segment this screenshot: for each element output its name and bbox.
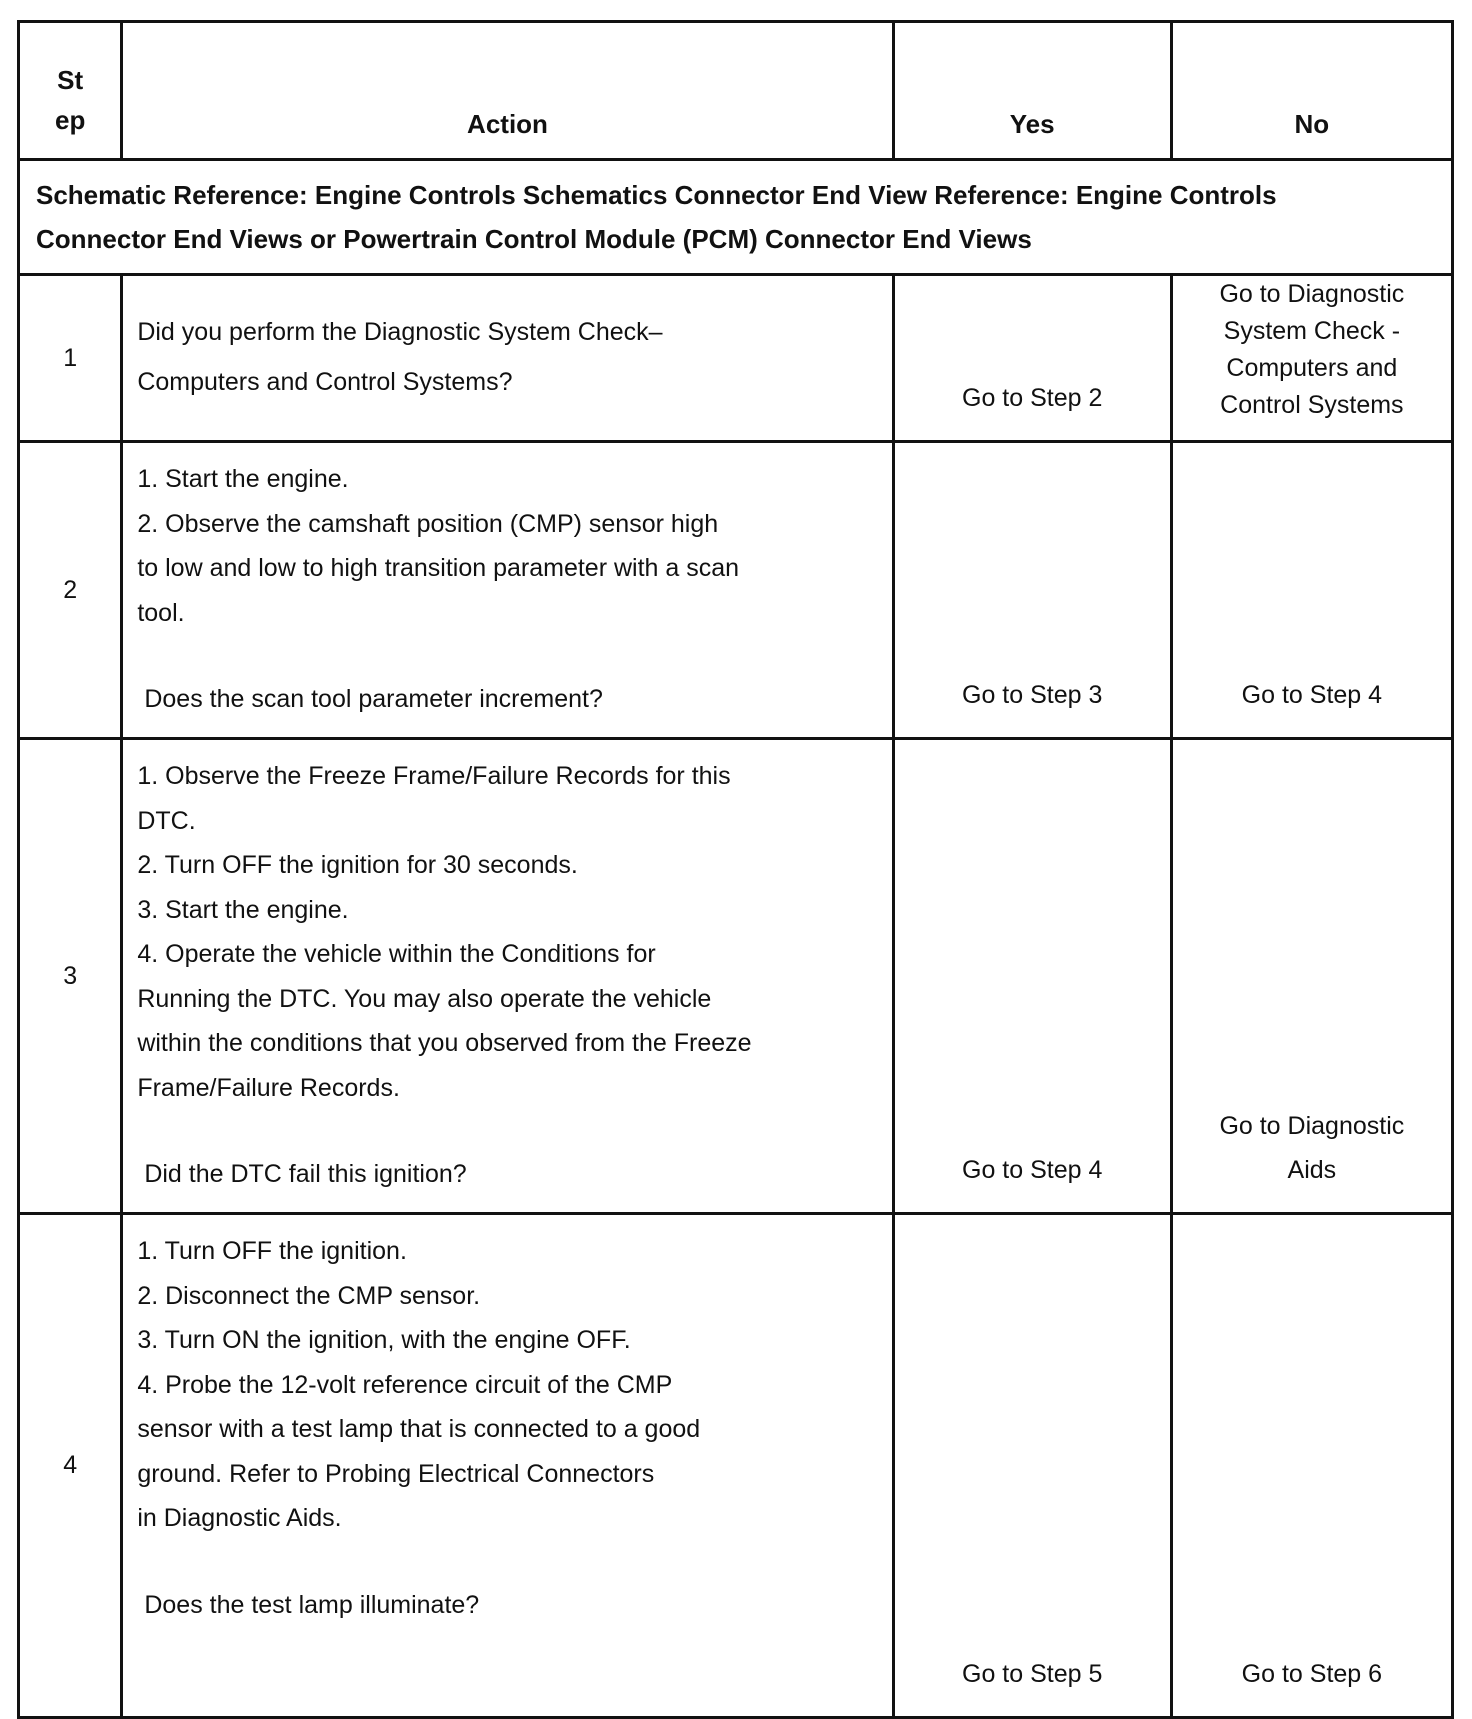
- reference-line-2: Connector End Views or Powertrain Control Module (PCM) Connector End Views: [36, 224, 1032, 254]
- header-no: No: [1171, 22, 1452, 160]
- action-line: Running the DTC. You may also operate the vehicle: [137, 984, 712, 1013]
- no-line: Aids: [1287, 1156, 1337, 1184]
- action-line: 2. Observe the camshaft position (CMP) sensor high: [137, 509, 719, 538]
- action-line: 1. Start the engine.: [137, 465, 349, 493]
- header-step-line2: ep: [54, 105, 86, 135]
- action-line: Did you perform the Diagnostic System Check–: [137, 318, 663, 346]
- action-line: tool.: [137, 598, 185, 627]
- step-number: 4: [19, 1214, 122, 1718]
- action-line: 4. Operate the vehicle within the Conditions for: [137, 940, 656, 968]
- action-line: 1. Observe the Freeze Frame/Failure Records for this: [137, 762, 731, 790]
- action-line: in Diagnostic Aids.: [137, 1504, 342, 1532]
- reference-row: [19, 160, 1453, 275]
- action-line: 2. Turn OFF the ignition for 30 seconds.: [137, 851, 578, 879]
- step-row: [19, 1214, 1453, 1718]
- header-step-line1: St: [57, 65, 84, 95]
- step-yes: Go to Step 3: [893, 442, 1171, 739]
- step-yes: Go to Step 2: [893, 275, 1171, 442]
- schematic-reference: [19, 160, 1453, 275]
- step-number: 1: [19, 275, 122, 442]
- step-action: [122, 1214, 893, 1718]
- step-question: Does the test lamp illuminate?: [144, 1590, 480, 1619]
- action-line: Computers and Control Systems?: [137, 368, 513, 396]
- step-number: 3: [19, 739, 122, 1214]
- no-line: Go to Step 6: [1241, 1660, 1383, 1688]
- step-no: [1171, 442, 1452, 739]
- action-line: Frame/Failure Records.: [137, 1073, 400, 1102]
- action-line: 1. Turn OFF the ignition.: [137, 1237, 407, 1265]
- diagnostic-table: [17, 20, 1454, 1719]
- no-line: Control Systems: [1220, 391, 1404, 419]
- step-action: [122, 442, 893, 739]
- header-step: [19, 22, 122, 160]
- no-line: Computers and: [1226, 354, 1398, 382]
- step-yes: Go to Step 4: [893, 739, 1171, 1214]
- header-yes: Yes: [893, 22, 1171, 160]
- action-line: 3. Start the engine.: [137, 895, 349, 924]
- action-line: 3. Turn ON the ignition, with the engine OFF.: [137, 1326, 631, 1354]
- step-yes: Go to Step 5: [893, 1214, 1171, 1718]
- step-no: [1171, 739, 1452, 1214]
- action-line: ground. Refer to Probing Electrical Connectors: [137, 1459, 655, 1488]
- step-action: [122, 739, 893, 1214]
- action-line: to low and low to high transition parameter with a scan: [137, 554, 740, 582]
- step-number: 2: [19, 442, 122, 739]
- no-line: System Check -: [1223, 317, 1401, 345]
- reference-line-1: Schematic Reference: Engine Controls Schematics Connector End View Reference: Engine Controls: [36, 180, 1277, 210]
- step-no: [1171, 275, 1452, 442]
- header-row: [19, 22, 1453, 160]
- step-no: [1171, 1214, 1452, 1718]
- step-row: [19, 275, 1453, 442]
- no-line: Go to Step 4: [1241, 681, 1383, 709]
- no-line: Go to Diagnostic: [1219, 280, 1405, 308]
- action-line: DTC.: [137, 806, 196, 835]
- step-question: Did the DTC fail this ignition?: [144, 1160, 467, 1188]
- step-action: [122, 275, 893, 442]
- action-line: within the conditions that you observed from the Freeze: [137, 1029, 752, 1057]
- step-question: Does the scan tool parameter increment?: [144, 685, 603, 713]
- header-action: Action: [122, 22, 893, 160]
- action-line: 2. Disconnect the CMP sensor.: [137, 1281, 481, 1310]
- action-line: sensor with a test lamp that is connected to a good: [137, 1415, 701, 1443]
- no-line: Go to Diagnostic: [1219, 1112, 1405, 1140]
- action-line: 4. Probe the 12-volt reference circuit of the CMP: [137, 1370, 673, 1399]
- step-row: [19, 442, 1453, 739]
- step-row: [19, 739, 1453, 1214]
